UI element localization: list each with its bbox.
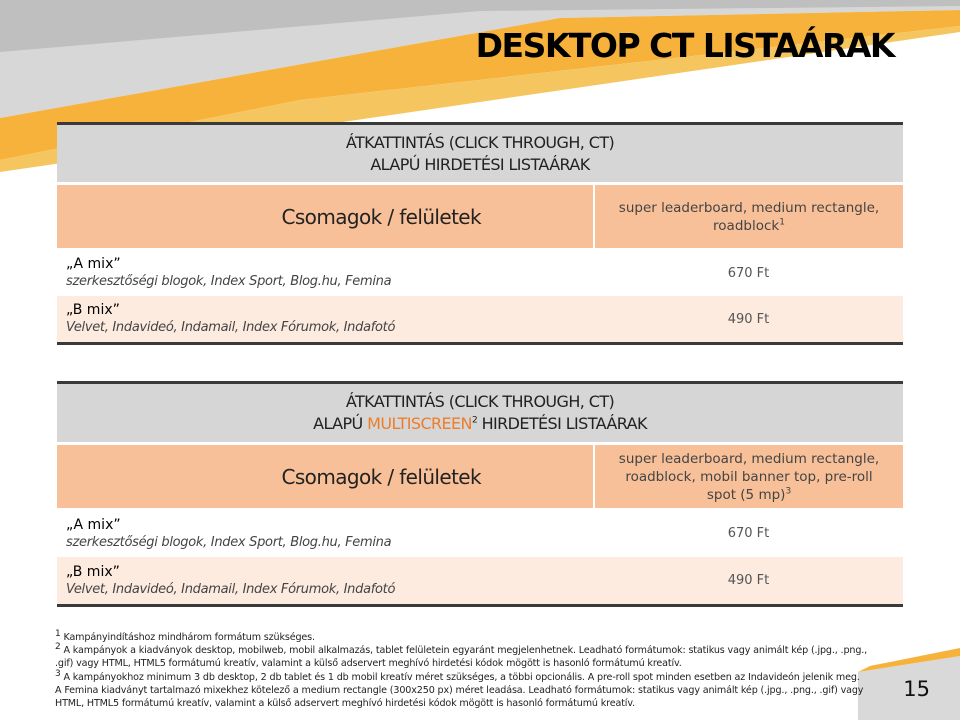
column-header-surfaces: super leaderboard, medium rectangle, roadblock, mobil banner top, pre-roll spot (5 mp)$^3$: [594, 444, 903, 510]
price-value: 670 Ft: [727, 526, 770, 541]
package-name: „B mix”: [66, 563, 120, 580]
table-row: [57, 557, 903, 606]
footnote-4: A Femina kiadványt tartalmazó mixekhez kötelező a medium rectangle (300x250 px) méret leadása. Leadható formátumok: statikus vagy animált kép (.jpg., .png., .gif) vagy HTML, HTML5 formátumú kreatív, valamint a külső adservert meghívó hirdetési kódok mögött is hasonló formátumú kreatív.: [55, 684, 864, 710]
column-header-surfaces: super leaderboard, medium rectangle, roadblock$^1$: [594, 184, 903, 250]
page-title: DESKTOP CT LISTAÁRAK: [475, 26, 894, 65]
column-header-packages: Csomagok / felületek: [57, 444, 594, 510]
column-header-row: [57, 184, 903, 250]
package-name: „A mix”: [66, 256, 121, 272]
table-row: [57, 509, 903, 557]
price-value: 670 Ft: [727, 265, 770, 281]
price-table-multiscreen: [57, 381, 903, 607]
footnote-1: $^1$ Kampányindításhoz mindhárom formátum szükséges.: [55, 628, 315, 643]
table-row: [57, 296, 903, 344]
column-header-row: [57, 444, 903, 510]
table-header-line2: ALAPÚ MULTISCREEN$^2$ HIRDETÉSI LISTAÁRAK: [313, 414, 647, 433]
package-description: Velvet, Indavideó, Indamail, Index Fórumok, Indafotó: [66, 581, 396, 597]
table-header: [57, 383, 903, 444]
footnote-2: $^2$ A kampányok a kiadványok desktop, mobilweb, mobil alkalmazás, tablet felületein egyaránt megjelenhetnek. Leadható formátumok: statikus vagy animált kép (.jpg., .png., .gif) vagy HTML, HTML5 formátumú kreatív, valamint a külső adservert meghívó hirdetési kódok mögött is hasonló formátumú kreatív.: [55, 642, 868, 670]
table-header: [57, 124, 903, 184]
multiscreen-highlight: MULTISCREEN: [367, 414, 472, 433]
footnote-3: $^3$ A kampányokhoz minimum 3 db desktop, 2 db tablet és 1 db mobil kreatív méret szükséges, a többi opcionális. A pre-roll spot minden esetben az Indavideón jelenik meg.: [55, 668, 860, 683]
table-header-line1: ÁTKATTINTÁS (CLICK THROUGH, CT): [345, 392, 615, 411]
footnote-ref: 3: [785, 486, 792, 496]
price-value: 490 Ft: [594, 557, 903, 606]
package-description: szerkesztőségi blogok, Index Sport, Blog.hu, Femina: [66, 274, 392, 289]
table-row: [57, 249, 903, 296]
table-header-line2: ALAPÚ HIRDETÉSI LISTAÁRAK: [370, 154, 590, 174]
page-number: 15: [903, 677, 930, 701]
price-value: 490 Ft: [594, 296, 903, 344]
package-name: „A mix”: [66, 516, 121, 533]
table-header-line1: ÁTKATTINTÁS (CLICK THROUGH, CT): [345, 132, 615, 152]
footnotes: [55, 628, 885, 710]
column-header-packages: Csomagok / felületek: [57, 184, 594, 250]
price-table-ct: [57, 122, 903, 345]
package-name: „B mix”: [66, 302, 120, 318]
footnote-ref: 1: [779, 217, 785, 227]
footnote-ref: 2: [471, 415, 478, 426]
package-description: szerkesztőségi blogok, Index Sport, Blog.hu, Femina: [66, 534, 392, 550]
package-description: Velvet, Indavideó, Indamail, Index Fórumok, Indafotó: [66, 320, 396, 335]
